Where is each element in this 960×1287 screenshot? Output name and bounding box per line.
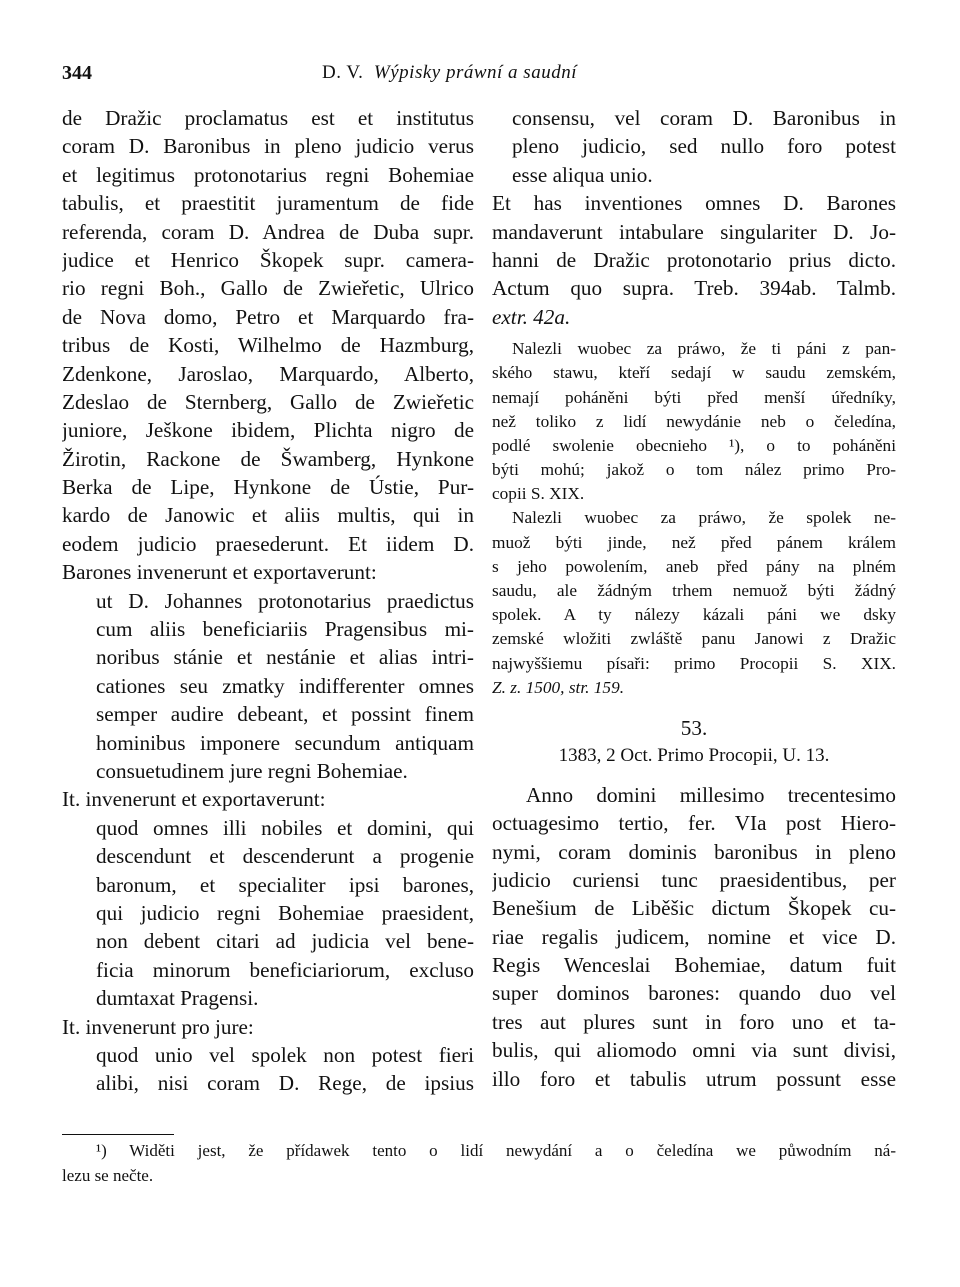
text-line: de Dražic proclamatus est et institutus [62,106,474,130]
text-line: eodem judicio praesederunt. Et iidem D. [62,531,474,556]
text-line: rio regni Boh., Gallo de Zwieřetic, Ulrico [62,276,474,301]
text-line: Zdenkone, Jaroslao, Marquardo, Alberto, [62,361,474,386]
text-line: pleno judicio, sed nullo foro potest [512,134,896,159]
text-line: Anno domini millesimo trecentesimo [526,782,896,807]
text-line: alibi, nisi coram D. Rege, de ipsius [96,1071,474,1096]
text-line: It. invenerunt pro jure: [62,1014,254,1039]
text-line: It. invenerunt et exportaverunt: [62,787,326,812]
text-line: non debent citari ad judicia vel bene- [96,929,474,954]
text-line: referenda, coram D. Andrea de Duba supr. [62,219,474,244]
text-line: ut D. Johannes protonotarius praedictus [96,588,474,613]
text-line: esse aliqua unio. [512,162,653,187]
footnote [62,1138,896,1188]
right-column-top-text [492,104,896,331]
text-line: extr. 42a. [492,304,571,329]
text-line: nymi, coram dominis baronibus in pleno [492,839,896,864]
text-line: Zdeslao de Sternberg, Gallo de Zwieřetic [62,389,474,414]
footnote-rule [62,1134,174,1135]
text-line: consuetudinem jure regni Bohemiae. [96,758,408,783]
footnote-line: lezu se nečte. [62,1166,154,1185]
text-line: Žirotin, Rackone de Šwamberg, Hynkone [62,446,474,471]
page-number: 344 [62,62,92,84]
text-line: Berka de Lipe, Hynkone de Ústie, Pur- [62,475,474,500]
czech-paragraphs [492,337,896,700]
text-line: Regis Wenceslai Bohemiae, datum fuit [492,953,896,978]
text-line: juniore, Ješkone ibidem, Plichta nigro de [62,418,474,443]
text-line: nemají poháněni býti před menší úředníky, [492,387,896,407]
section-label: D. V. [322,62,364,83]
text-line: semper audire debeant, et possint finem [96,702,474,727]
text-line: tabulis, et praestitit juramentum de fide [62,191,474,216]
text-line: ficia minorum beneficiariorum, excluso [96,957,474,982]
text-line: zemské wložiti zwláště panu Janowi z Dražic [492,629,896,649]
text-line: Barones invenerunt et exportaverunt: [62,560,377,585]
text-line: descendunt et descenderunt a progenie [96,844,474,869]
text-line: cationes seu zmatky indifferenter omnes [96,673,474,698]
entry-date: 1383, 2 Oct. Primo Procopii, U. 13. [558,745,830,767]
text-line: Actum quo supra. Treb. 394ab. Talmb. [492,276,896,301]
text-line: quod omnes illi nobiles et domini, qui [96,815,474,840]
left-column [62,104,474,1098]
text-line: Benešium de Liběšic dictum Škopek cu- [492,896,896,921]
text-line: spolek. A ty nálezy kázali páni we dsky [492,605,896,625]
text-line: octuagesimo tertio, fer. VIa post Hiero- [492,811,896,836]
entry-number: 53. [680,715,708,740]
text-line: ského stawu, kteří sedají w saudu zemském, [492,363,896,383]
text-line: riae regalis judicem, nomine et vice D. [492,924,896,949]
right-column [492,104,896,1093]
text-line: tribus de Kosti, Wilhelmo de Hazmburg, [62,333,474,358]
text-line: kardo de Janowic et aliis multis, qui in [62,503,474,528]
text-line: noribus stánie et nestánie et alias intri- [96,645,474,670]
text-line: consensu, vel coram D. Baronibus in [512,106,896,130]
text-line: podlé swolenie obecnieho ¹), o to poháněni [492,435,896,455]
text-line: Z. z. 1500, str. 159. [492,677,625,697]
chapter-title: Wýpisky práwní a saudní [373,62,577,83]
text-line: Et has inventiones omnes D. Barones [492,191,896,216]
text-line: hanni de Dražic protonotario prius dicto. [492,247,896,272]
running-header [62,62,898,90]
text-line: dumtaxat Pragensi. [96,986,259,1011]
text-line: et legitimus protonotarius regni Bohemiae [62,162,474,187]
text-line: cum aliis beneficiariis Pragensibus mi- [96,617,474,642]
text-line: s jeho powolením, aneb před pány na plném [492,556,896,576]
text-line: muož býti jinde, než před pánem králem [492,532,896,552]
text-line: coram D. Baronibus in pleno judicio verus [62,134,474,159]
text-line: bulis, qui aliomodo omni via sunt divisi, [492,1038,896,1063]
text-line: quod unio vel spolek non potest fieri [96,1042,474,1067]
text-line: najwyššiemu písaři: primo Procopii S. XIX. [492,653,896,673]
text-line: illo foro et tabulis utrum possunt esse [492,1066,896,1091]
czech-paragraph [492,337,896,506]
footnote-line: ¹) Widěti jest, že přídawek tento o lidí newydání a o čeledína we půwodním ná- [96,1141,896,1160]
text-line: tres aut plures sunt in foro uno et ta- [492,1009,896,1034]
text-line: judice et Henrico Škopek supr. camera- [62,247,474,272]
text-line: de Nova domo, Petro et Marquardo fra- [62,304,474,329]
text-line: hominibus imponere secundum antiquam [96,730,474,755]
running-title [322,62,577,84]
text-line: Nalezli wuobec za práwo, že ti páni z pan- [512,339,896,359]
text-line: baronum, et specialiter ipsi barones, [96,872,474,897]
text-line: copii S. XIX. [492,484,585,504]
text-line: super dominos barones: quando duo vel [492,981,896,1006]
text-line: qui judicio regni Bohemiae praesident, [96,900,474,925]
text-line: mandaverunt intabulare singulariter D. Jo- [492,219,896,244]
text-line: býti mohú; jakož o tom nález primo Pro- [492,460,896,480]
text-line: judicio curiensi tunc praesidentibus, per [492,867,896,892]
czech-paragraph [492,506,896,700]
text-line: saudu, ale žádným trhem nemuož býti žádný [492,581,896,600]
text-line: Nalezli wuobec za práwo, že spolek ne- [512,508,896,528]
entry-body [492,781,896,1093]
text-line: než toliko z lidí newydánie neb o čeledína, [492,411,896,431]
